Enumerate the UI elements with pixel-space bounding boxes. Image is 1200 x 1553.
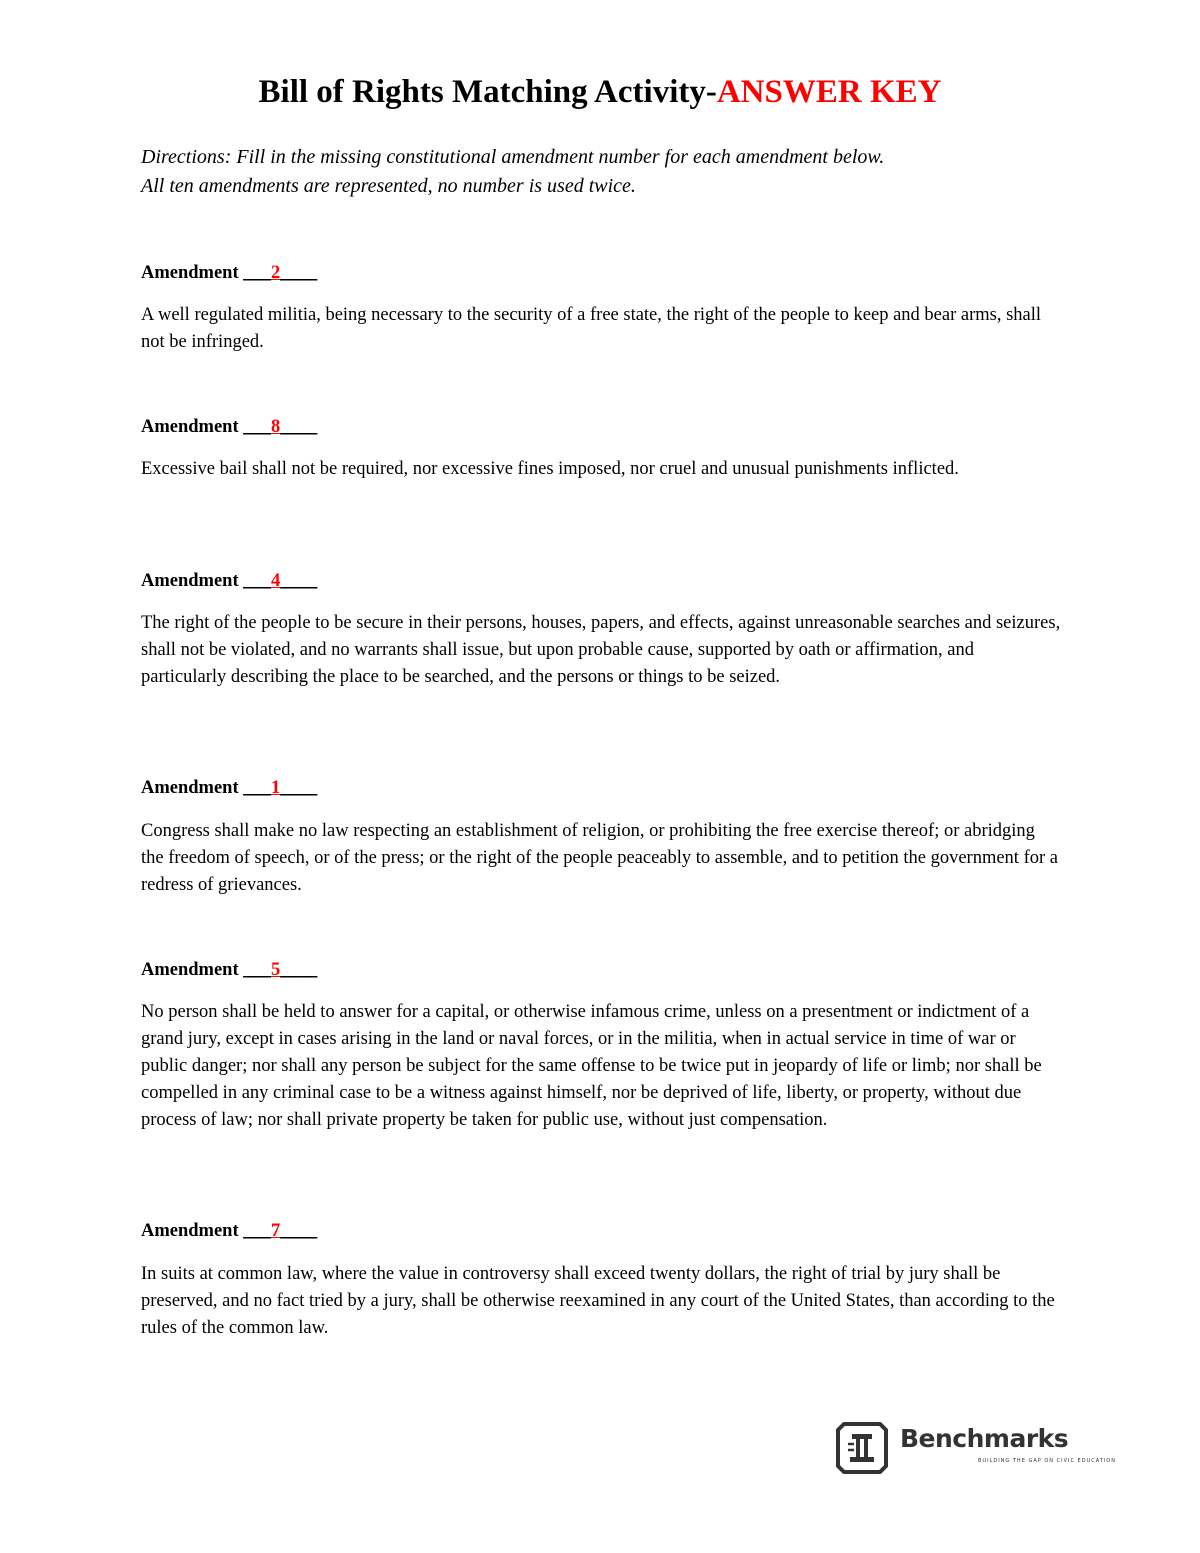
answer-blank-trail: ____ [280,571,318,591]
answer-blank-lead: ___ [243,1221,272,1241]
amendment-heading [141,776,317,800]
answer-blank-lead: ___ [243,571,272,591]
amendment-label: Amendment [141,571,239,591]
answer-blank-trail: ____ [280,778,318,798]
amendment-heading [141,958,317,982]
answer-blank-trail: ____ [280,1221,318,1241]
benchmarks-logo [834,1420,1116,1476]
page-title [0,72,1200,112]
benchmarks-logo-icon [834,1420,890,1476]
answer-blank-trail: ____ [280,263,318,283]
amendment-heading [141,569,317,593]
amendment-text: A well regulated militia, being necessary to the security of a free state, the right of the people to keep and bear arms, shall not be infringed. [141,305,1042,352]
answer-blank-lead: ___ [243,263,272,283]
directions-line-1: Directions: Fill in the missing constitutional amendment number for each amendment below. [141,146,885,168]
title-answer-key: ANSWER KEY [716,74,942,110]
amendment-text: In suits at common law, where the value in controversy shall exceed twenty dollars, the right of trial by jury shall be preserved, and no fact tried by a jury, shall be otherwise reexamined in any court of the United States, than according to the rules of the common law. [141,1264,1055,1338]
amendment-text: Congress shall make no law respecting an establishment of religion, or prohibiting the free exercise thereof; or abridging the freedom of speech, or of the press; or the right of the people peaceably to assemble, and to petition the government for a redress of grievances. [141,821,1058,895]
answer-number: 7 [271,1221,281,1241]
answer-blank-trail: ____ [280,960,318,980]
answer-blank-trail: ____ [280,417,318,437]
directions [141,143,1081,201]
amendment-label: Amendment [141,1221,239,1241]
logo-tagline: BUILDING THE GAP ON CIVIC EDUCATION [978,1458,1116,1464]
title-main: Bill of Rights Matching Activity- [258,74,717,110]
amendment-label: Amendment [141,417,239,437]
amendment-label: Amendment [141,960,239,980]
answer-blank-lead: ___ [243,417,272,437]
amendment-heading [141,415,317,439]
answer-number: 5 [271,960,281,980]
amendment-label: Amendment [141,778,239,798]
answer-number: 2 [271,263,281,283]
amendment-text: The right of the people to be secure in their persons, houses, papers, and effects, against unreasonable searches and seizures, shall not be violated, and no warrants shall issue, but upon probable cause, supported by oath or affirmation, and particularly describing the place to be searched, and the persons or things to be seized. [141,613,1061,687]
answer-number: 8 [271,417,281,437]
amendment-label: Amendment [141,263,239,283]
amendment-heading [141,261,317,285]
directions-line-2: All ten amendments are represented, no number is used twice. [141,175,636,197]
amendment-text: No person shall be held to answer for a capital, or otherwise infamous crime, unless on a presentment or indictment of a grand jury, except in cases arising in the land or naval forces, or in the militia, when in actual service in time of war or public danger; nor shall any person be subject for the same offense to be twice put in jeopardy of life or limb; nor shall be compelled in any criminal case to be a witness against himself, nor be deprived of life, liberty, or property, without due process of law; nor shall private property be taken for public use, without just compensation. [141,1002,1042,1130]
answer-blank-lead: ___ [243,960,272,980]
amendment-heading [141,1219,317,1243]
answer-number: 4 [271,571,281,591]
answer-blank-lead: ___ [243,778,272,798]
amendment-text: Excessive bail shall not be required, nor excessive fines imposed, nor cruel and unusual punishments inflicted. [141,459,959,479]
logo-wordmark: Benchmarks [900,1424,1069,1453]
answer-number: 1 [271,778,281,798]
